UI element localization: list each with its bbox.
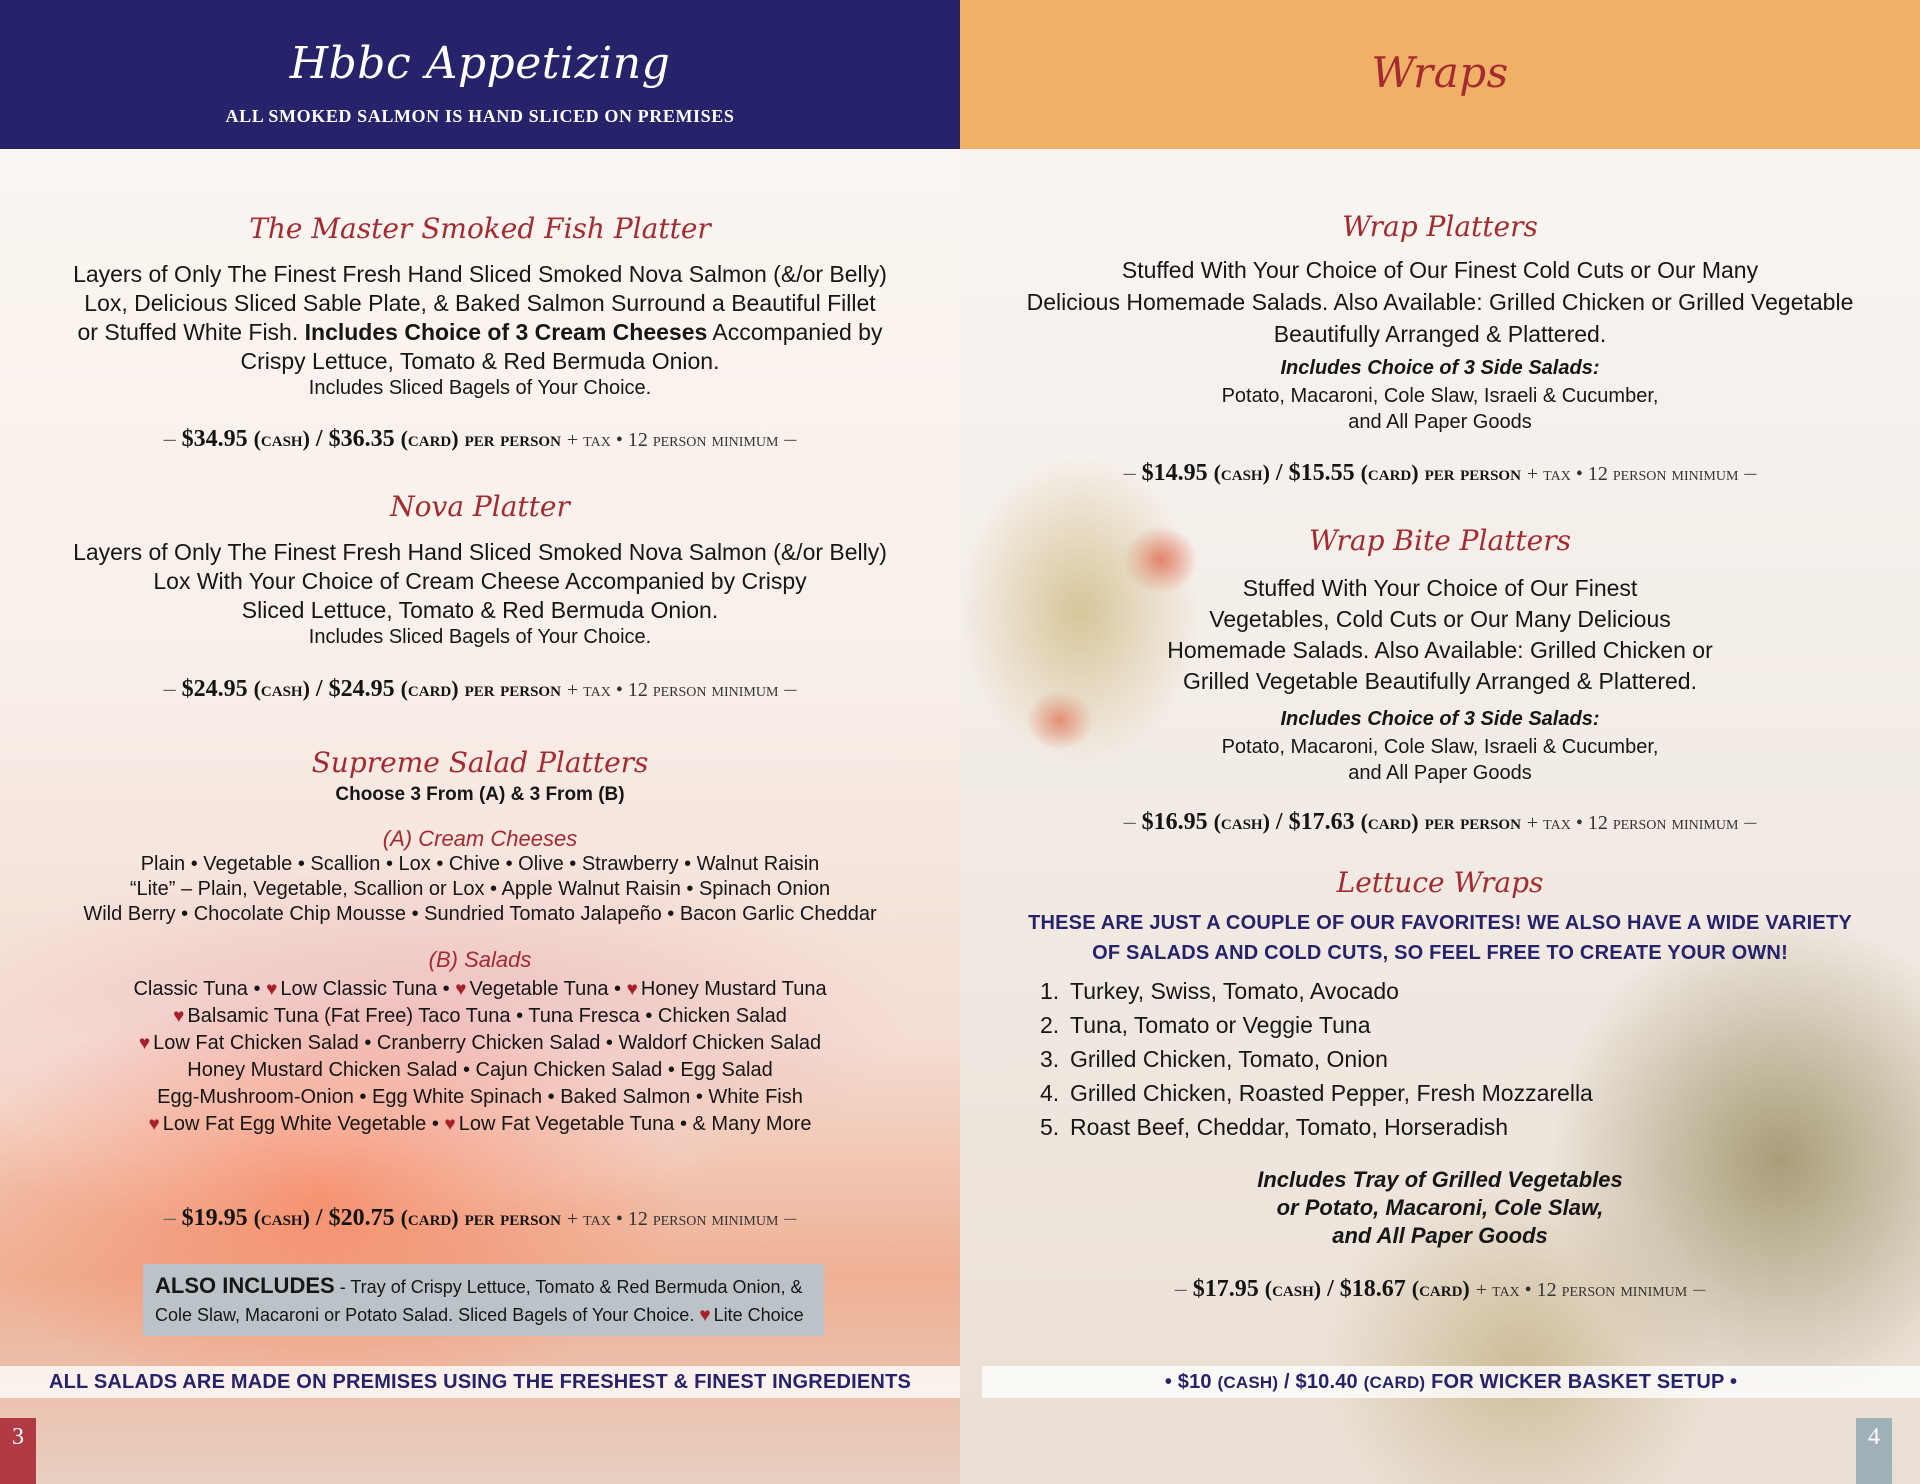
lite-choice-label: Lite Choice [713, 1305, 804, 1325]
also-includes-label: ALSO INCLUDES [155, 1273, 335, 1298]
also-includes-text: Cole Slaw, Macaroni or Potato Salad. Sliced Bagels of Your Choice. [155, 1305, 695, 1325]
list-line [0, 976, 960, 1003]
price-card: $15.55 [1288, 460, 1355, 486]
list-line [0, 1030, 960, 1057]
lettuce-wraps-title: Lettuce Wraps [1336, 866, 1544, 899]
right-page [960, 0, 1920, 1484]
footer-card-label: (CARD) [1363, 1373, 1426, 1392]
price-slash: / [1275, 809, 1283, 835]
price-slash: / [315, 1205, 323, 1231]
also-includes-line [155, 1272, 812, 1301]
price-card: $18.67 [1339, 1276, 1406, 1302]
list-fragment: Vegetable Tuna • [469, 978, 622, 1000]
footer-fragment: / $10.40 [1284, 1371, 1358, 1393]
desc-line: Homemade Salads. Also Available: Grilled Chicken or [1167, 637, 1713, 663]
list-item [1040, 1076, 1593, 1110]
price-card: $36.35 [328, 426, 395, 452]
list-item [1040, 1042, 1593, 1076]
heart-icon: ♥ [173, 1006, 185, 1027]
desc-line: Stuffed With Your Choice of Our Finest [1242, 575, 1638, 601]
list-item [1040, 974, 1593, 1008]
nova-platter-desc [0, 538, 960, 650]
desc-line [0, 318, 960, 347]
desc-bold-fragment: Includes Choice of 3 Cream Cheeses [304, 319, 708, 345]
lettuce-wraps-note [960, 908, 1920, 968]
desc-line: and All Paper Goods [1348, 411, 1532, 433]
left-footer-strip: ALL SALADS ARE MADE ON PREMISES USING THE FRESHEST & FINEST INGREDIENTS [0, 1366, 960, 1398]
price-card: $20.75 [328, 1205, 395, 1231]
desc-line-small: Includes Sliced Bagels of Your Choice. [308, 626, 652, 648]
salads-list [0, 976, 960, 1138]
price-dash: – [1123, 809, 1136, 835]
desc-line-small: Includes Sliced Bagels of Your Choice. [308, 377, 652, 399]
footer-cash-label: (CASH) [1217, 1373, 1279, 1392]
price-card-label: (card) [400, 676, 459, 701]
price-per-person: per person [464, 1205, 561, 1230]
price-tax-minimum: + tax • 12 person minimum [1526, 812, 1739, 834]
price-card-label: (card) [1360, 809, 1419, 834]
heart-icon: ♥ [626, 979, 638, 1000]
price-per-person: per person [464, 426, 561, 451]
salads-title: (B) Salads [428, 947, 532, 972]
header-subtitle-left: ALL SMOKED SALMON IS HAND SLICED ON PREMISES [225, 106, 735, 126]
desc-line: Layers of Only The Finest Fresh Hand Sliced Smoked Nova Salmon (&/or Belly) [73, 539, 887, 565]
list-item-number: 3. [1040, 1046, 1060, 1072]
list-item-text: Turkey, Swiss, Tomato, Avocado [1070, 978, 1399, 1004]
note-line: THESE ARE JUST A COUPLE OF OUR FAVORITES! WE ALSO HAVE A WIDE VARIETY [1028, 912, 1852, 934]
list-item-number: 4. [1040, 1080, 1060, 1106]
desc-fragment: Accompanied by [712, 319, 883, 345]
list-item-text: Grilled Chicken, Tomato, Onion [1070, 1046, 1388, 1072]
price-cash: $16.95 [1141, 809, 1208, 835]
price-card-label: (card) [1360, 460, 1419, 485]
price-dash: – [1693, 1276, 1706, 1302]
heart-icon: ♥ [455, 979, 467, 1000]
price-per-person: per person [464, 676, 561, 701]
master-platter-desc [0, 260, 960, 401]
footer-fragment: • $10 [1164, 1371, 1212, 1393]
desc-line: Grilled Vegetable Beautifully Arranged & Plattered. [1183, 668, 1697, 694]
price-tax-minimum: + tax • 12 person minimum [1475, 1279, 1688, 1301]
price-cash-label: (cash) [253, 426, 310, 451]
list-line [0, 1003, 960, 1030]
header-band-right [960, 0, 1920, 149]
desc-fragment: or Stuffed White Fish. [77, 319, 299, 345]
page-number-left: 3 [0, 1418, 36, 1484]
tray-line: or Potato, Macaroni, Cole Slaw, [1276, 1195, 1604, 1220]
price-card: $24.95 [328, 676, 395, 702]
price-tax-minimum: + tax • 12 person minimum [566, 429, 779, 451]
desc-line: Sliced Lettuce, Tomato & Red Bermuda Onion. [241, 597, 719, 623]
supreme-salad-title: Supreme Salad Platters [311, 746, 649, 779]
price-slash: / [1327, 1276, 1334, 1302]
right-footer-strip [982, 1366, 1920, 1398]
price-cash-label: (cash) [253, 676, 310, 701]
price-dash: – [1123, 460, 1136, 486]
list-item-text: Roast Beef, Cheddar, Tomato, Horseradish [1070, 1114, 1509, 1140]
price-card: $17.63 [1288, 809, 1355, 835]
price-card-label: (card) [400, 426, 459, 451]
price-cash-label: (cash) [253, 1205, 310, 1230]
price-cash: $24.95 [181, 676, 248, 702]
heart-icon: ♥ [148, 1114, 160, 1135]
note-line: OF SALADS AND COLD CUTS, SO FEEL FREE TO CREATE YOUR OWN! [1092, 942, 1788, 964]
price-per-person: per person [1424, 809, 1521, 834]
desc-line: Lox, Delicious Sliced Sable Plate, & Baked Salmon Surround a Beautiful Fillet [84, 290, 876, 316]
list-line: Plain • Vegetable • Scallion • Lox • Chive • Olive • Strawberry • Walnut Raisin [140, 853, 820, 875]
list-fragment: Classic Tuna • [133, 978, 261, 1000]
footer-fragment: FOR WICKER BASKET SETUP • [1431, 1371, 1738, 1393]
wrap-bite-side-list [960, 734, 1920, 786]
desc-line: Potato, Macaroni, Cole Slaw, Israeli & Cucumber, [1221, 736, 1659, 758]
price-cash: $14.95 [1141, 460, 1208, 486]
price-slash: / [1275, 460, 1283, 486]
tray-line: and All Paper Goods [1332, 1223, 1548, 1248]
wrap-platters-title: Wrap Platters [1342, 210, 1538, 243]
header-title-left: Hbbc Appetizing [289, 38, 671, 89]
list-item [1040, 1110, 1593, 1144]
also-includes-box [143, 1264, 824, 1336]
header-band-left [0, 0, 960, 149]
heart-icon: ♥ [444, 1114, 456, 1135]
desc-line: Stuffed With Your Choice of Our Finest Cold Cuts or Our Many [1121, 257, 1759, 283]
heart-icon: ♥ [699, 1305, 711, 1326]
cream-cheeses-list [0, 852, 960, 927]
wrap-platters-side-list [960, 383, 1920, 435]
master-platter-title: The Master Smoked Fish Platter [249, 212, 711, 245]
lettuce-wraps-tray [960, 1166, 1920, 1250]
wrap-platters-desc [960, 254, 1920, 350]
list-item [1040, 1008, 1593, 1042]
cream-cheeses-title: (A) Cream Cheeses [382, 826, 578, 851]
price-dash: – [1744, 809, 1757, 835]
price-dash: – [784, 1205, 797, 1231]
supreme-salad-price [0, 1205, 960, 1232]
price-cash-label: (cash) [1264, 1276, 1322, 1301]
price-per-person: per person [1424, 460, 1521, 485]
price-cash: $19.95 [181, 1205, 248, 1231]
master-platter-price [0, 426, 960, 453]
list-fragment: Low Fat Egg White Vegetable • [162, 1113, 439, 1135]
list-line: Honey Mustard Chicken Salad • Cajun Chicken Salad • Egg Salad [187, 1059, 773, 1081]
price-dash: – [163, 426, 176, 452]
wrap-bite-side-title: Includes Choice of 3 Side Salads: [1280, 708, 1600, 730]
also-includes-text: - Tray of Crispy Lettuce, Tomato & Red Bermuda Onion, & [334, 1277, 803, 1297]
list-item-text: Tuna, Tomato or Veggie Tuna [1070, 1012, 1371, 1038]
list-fragment: Honey Mustard Tuna [640, 978, 827, 1000]
desc-line: and All Paper Goods [1348, 762, 1532, 784]
price-card-label: (card) [1411, 1276, 1470, 1301]
price-cash-label: (cash) [1213, 460, 1270, 485]
also-includes-line [155, 1301, 812, 1330]
wrap-platters-price [960, 460, 1920, 487]
wrap-bite-desc [960, 573, 1920, 697]
price-dash: – [1744, 460, 1757, 486]
header-title-right: Wraps [1371, 48, 1509, 97]
supreme-salad-choose: Choose 3 From (A) & 3 From (B) [335, 784, 625, 805]
list-line [0, 1111, 960, 1138]
list-line: Egg-Mushroom-Onion • Egg White Spinach • Baked Salmon • White Fish [157, 1086, 803, 1108]
list-fragment: Low Fat Vegetable Tuna • & Many More [458, 1113, 812, 1135]
desc-line: Beautifully Arranged & Plattered. [1273, 321, 1607, 347]
price-dash: – [784, 426, 797, 452]
price-slash: / [315, 426, 323, 452]
price-tax-minimum: + tax • 12 person minimum [1526, 463, 1739, 485]
wrap-platters-side-title: Includes Choice of 3 Side Salads: [1280, 357, 1600, 379]
price-tax-minimum: + tax • 12 person minimum [566, 1208, 779, 1230]
price-dash: – [163, 676, 176, 702]
list-item-number: 2. [1040, 1012, 1060, 1038]
price-cash-label: (cash) [1213, 809, 1270, 834]
heart-icon: ♥ [266, 979, 278, 1000]
lettuce-wraps-price [960, 1276, 1920, 1303]
desc-line: Lox With Your Choice of Cream Cheese Accompanied by Crispy [153, 568, 807, 594]
price-slash: / [315, 676, 323, 702]
wrap-bite-price [960, 809, 1920, 836]
list-item-number: 1. [1040, 978, 1060, 1004]
tray-line: Includes Tray of Grilled Vegetables [1257, 1167, 1623, 1192]
list-item-number: 5. [1040, 1114, 1060, 1140]
desc-line: Potato, Macaroni, Cole Slaw, Israeli & Cucumber, [1221, 385, 1659, 407]
nova-platter-title: Nova Platter [390, 490, 570, 523]
desc-line: Vegetables, Cold Cuts or Our Many Delicious [1209, 606, 1671, 632]
nova-platter-price [0, 676, 960, 703]
price-card-label: (card) [400, 1205, 459, 1230]
price-dash: – [784, 676, 797, 702]
desc-line: Layers of Only The Finest Fresh Hand Sliced Smoked Nova Salmon (&/or Belly) [73, 261, 887, 287]
list-fragment: Low Classic Tuna • [280, 978, 450, 1000]
price-cash: $34.95 [181, 426, 248, 452]
price-dash: – [1174, 1276, 1187, 1302]
wrap-bite-title: Wrap Bite Platters [1309, 524, 1571, 557]
desc-line: Delicious Homemade Salads. Also Available: Grilled Chicken or Grilled Vegetable [1026, 289, 1854, 315]
list-fragment: Low Fat Chicken Salad • Cranberry Chicken Salad • Waldorf Chicken Salad [153, 1032, 822, 1054]
list-line: “Lite” – Plain, Vegetable, Scallion or Lox • Apple Walnut Raisin • Spinach Onion [129, 878, 831, 900]
price-dash: – [163, 1205, 176, 1231]
price-tax-minimum: + tax • 12 person minimum [566, 679, 779, 701]
list-item-text: Grilled Chicken, Roasted Pepper, Fresh Mozzarella [1070, 1080, 1593, 1106]
desc-line: Crispy Lettuce, Tomato & Red Bermuda Onion. [240, 348, 720, 374]
list-line: Wild Berry • Chocolate Chip Mousse • Sundried Tomato Jalapeño • Bacon Garlic Cheddar [83, 903, 877, 925]
heart-icon: ♥ [138, 1033, 151, 1054]
list-fragment: Balsamic Tuna (Fat Free) Taco Tuna • Tuna Fresca • Chicken Salad [187, 1005, 787, 1027]
lettuce-wraps-list [1040, 974, 1593, 1144]
price-cash: $17.95 [1192, 1276, 1259, 1302]
page-number-right: 4 [1856, 1418, 1892, 1484]
